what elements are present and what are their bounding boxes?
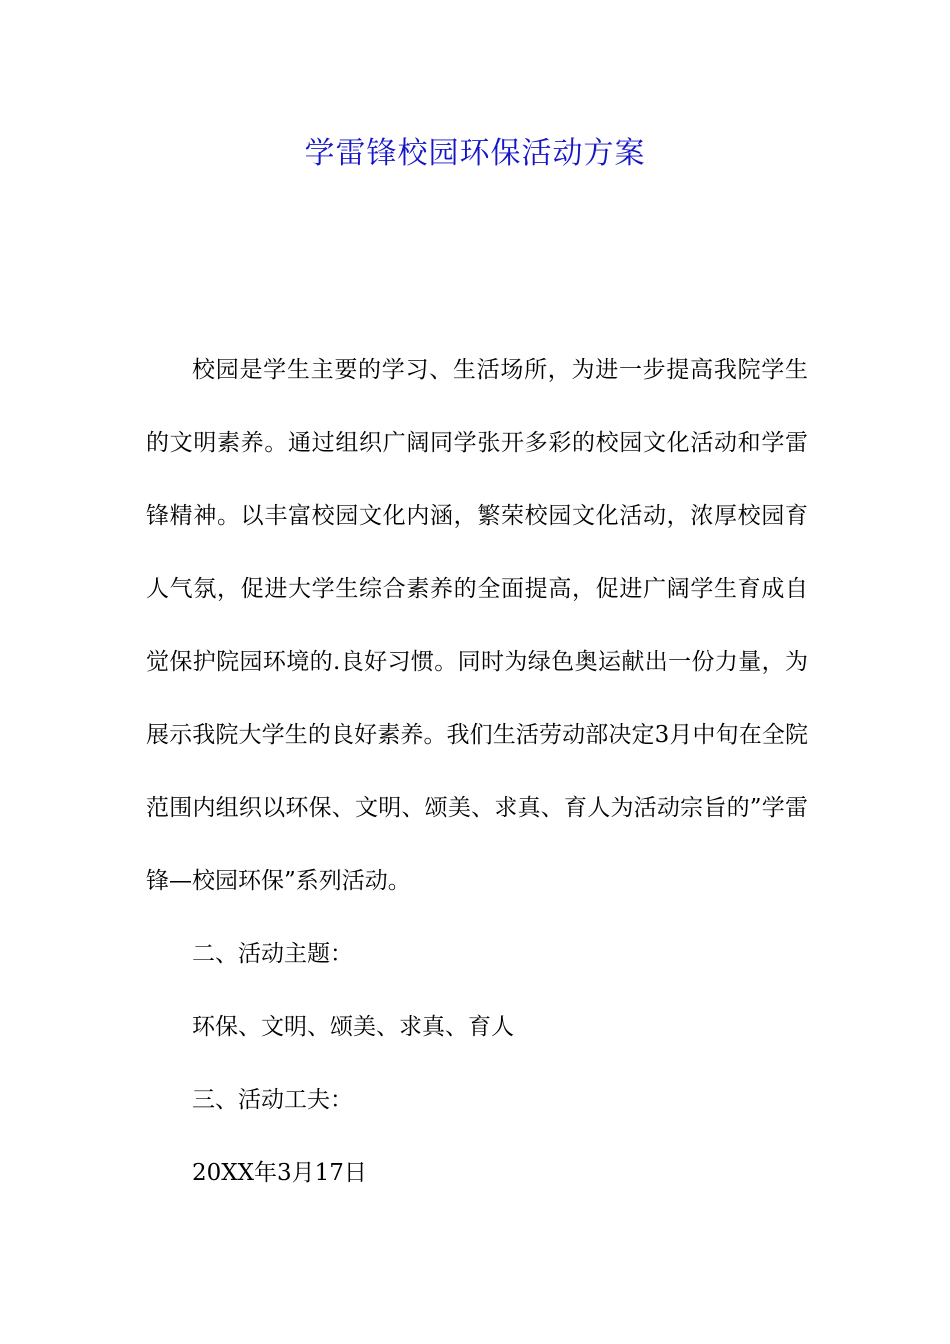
document-body [146,334,808,1210]
section-heading-theme: 二、活动主题： [192,941,353,967]
section-content-time: 20XX年3月17日 [192,1160,367,1186]
section-content-theme: 环保、文明、颂美、求真、育人 [192,1014,514,1040]
document-title: 学雷锋校园环保活动方案 [304,136,646,171]
intro-paragraph: 校园是学生主要的学习、生活场所，为进一步提高我院学生的文明素养。通过组织广阔同学张开多彩的校园文化活动和学雷锋精神。以丰富校园文化内涵，繁荣校园文化活动，浓厚校园育人气氛，促进大学生综合素养的全面提高，促进广阔学生育成自觉保护院园环境的.良好习惯。同时为绿色奥运献出一份力量，为展示我院大学生的良好素养。我们生活劳动部决定3月中旬在全院范围内组织以环保、文明、颂美、求真、育人为活动宗旨的”学雷锋—校园环保”系列活动。 [146,357,808,894]
section-heading-time: 三、活动工夫： [192,1087,353,1113]
